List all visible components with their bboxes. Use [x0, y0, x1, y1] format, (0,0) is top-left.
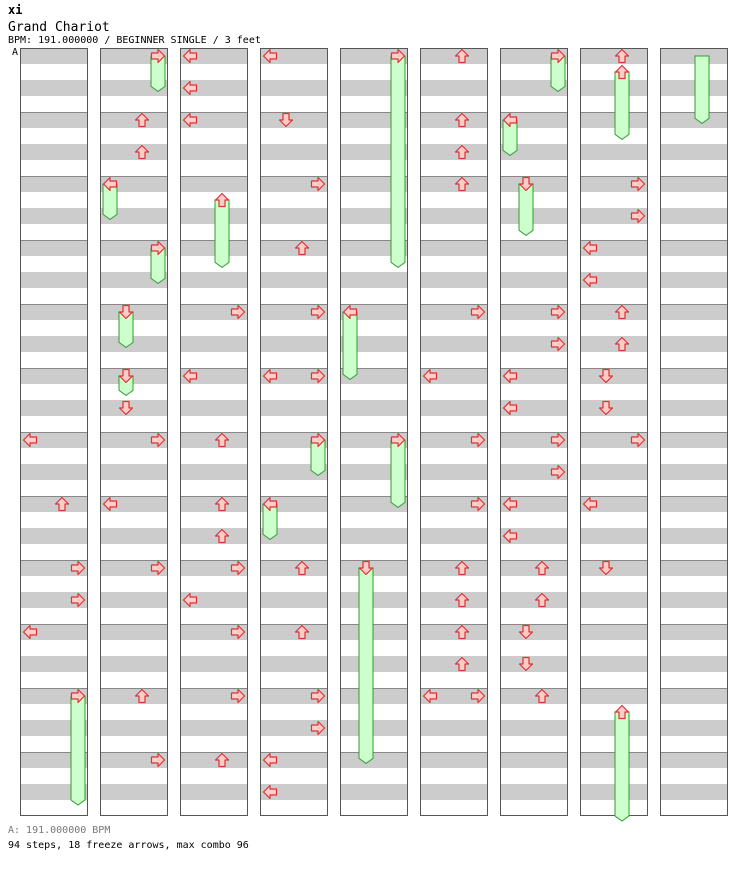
beat-stripe	[20, 272, 88, 288]
beat-stripe	[100, 528, 168, 544]
beat-stripe	[420, 240, 488, 256]
beat-stripe	[20, 400, 88, 416]
beat-stripe	[580, 304, 648, 320]
beat-stripe	[260, 112, 328, 128]
beat-stripe	[100, 368, 168, 384]
beat-stripe	[20, 208, 88, 224]
beat-stripe	[20, 496, 88, 512]
beat-stripe	[580, 144, 648, 160]
beat-stripe	[340, 688, 408, 704]
beat-stripe	[660, 112, 728, 128]
beat-stripe	[180, 464, 248, 480]
bpm-marker-label: A	[12, 47, 19, 58]
beat-stripe	[500, 240, 568, 256]
beat-stripe	[100, 592, 168, 608]
beat-stripe	[420, 464, 488, 480]
beat-stripe	[260, 592, 328, 608]
beat-stripe	[420, 528, 488, 544]
freeze-arrow	[215, 200, 229, 267]
beat-stripe	[420, 336, 488, 352]
beat-stripe	[660, 432, 728, 448]
artist-name: xi	[8, 3, 23, 17]
song-title: Grand Chariot	[8, 20, 110, 35]
beat-stripe	[260, 144, 328, 160]
freeze-arrow	[343, 312, 357, 379]
beat-stripe	[580, 688, 648, 704]
beat-stripe	[660, 144, 728, 160]
beat-stripe	[500, 592, 568, 608]
beat-stripe	[20, 336, 88, 352]
beat-stripe	[20, 304, 88, 320]
chart-column	[100, 48, 168, 816]
beat-stripe	[580, 464, 648, 480]
chart-column	[580, 48, 648, 816]
beat-stripe	[660, 80, 728, 96]
freeze-arrow	[519, 184, 533, 235]
beat-stripe	[420, 560, 488, 576]
beat-stripe	[580, 720, 648, 736]
freeze-arrow	[615, 712, 629, 821]
beat-stripe	[180, 208, 248, 224]
beat-stripe	[260, 208, 328, 224]
beat-stripe	[260, 624, 328, 640]
beat-stripe	[20, 48, 88, 64]
beat-stripe	[500, 624, 568, 640]
beat-stripe	[260, 656, 328, 672]
beat-stripe	[100, 304, 168, 320]
beat-stripe	[580, 624, 648, 640]
beat-stripe	[420, 208, 488, 224]
beat-stripe	[420, 624, 488, 640]
chart-column	[500, 48, 568, 816]
freeze-arrow	[615, 72, 629, 139]
beat-stripe	[260, 272, 328, 288]
beat-stripe	[500, 176, 568, 192]
beat-stripe	[340, 400, 408, 416]
beat-stripe	[580, 752, 648, 768]
beat-stripe	[180, 400, 248, 416]
beat-stripe	[500, 656, 568, 672]
beat-stripe	[660, 240, 728, 256]
beat-stripe	[20, 656, 88, 672]
beat-stripe	[580, 80, 648, 96]
beat-stripe	[420, 144, 488, 160]
beat-stripe	[100, 464, 168, 480]
beat-stripe	[580, 592, 648, 608]
beat-stripe	[580, 112, 648, 128]
beat-stripe	[260, 336, 328, 352]
beat-stripe	[20, 176, 88, 192]
beat-stripe	[500, 784, 568, 800]
beat-stripe	[420, 272, 488, 288]
beat-stripe	[420, 80, 488, 96]
freeze-arrow	[391, 56, 405, 267]
beat-stripe	[660, 176, 728, 192]
beat-stripe	[100, 720, 168, 736]
beat-stripe	[660, 688, 728, 704]
beat-stripe	[100, 624, 168, 640]
beat-stripe	[660, 336, 728, 352]
beat-stripe	[180, 272, 248, 288]
beat-stripe	[100, 400, 168, 416]
beat-stripe	[420, 784, 488, 800]
beat-stripe	[660, 624, 728, 640]
freeze-arrow	[359, 568, 373, 763]
beat-stripe	[100, 144, 168, 160]
beat-stripe	[340, 592, 408, 608]
beat-stripe	[660, 368, 728, 384]
beat-stripe	[180, 240, 248, 256]
beat-stripe	[660, 528, 728, 544]
beat-stripe	[340, 528, 408, 544]
beat-stripe	[580, 400, 648, 416]
beat-stripe	[660, 304, 728, 320]
beat-stripe	[420, 656, 488, 672]
freeze-arrow	[71, 696, 85, 805]
beat-stripe	[580, 656, 648, 672]
beat-stripe	[420, 112, 488, 128]
beat-stripe	[660, 464, 728, 480]
beat-stripe	[660, 400, 728, 416]
beat-stripe	[180, 176, 248, 192]
beat-stripe	[660, 272, 728, 288]
beat-stripe	[660, 752, 728, 768]
beat-stripe	[660, 784, 728, 800]
bpm-legend: A: 191.000000 BPM	[8, 825, 111, 836]
beat-stripe	[20, 144, 88, 160]
beat-stripe	[500, 560, 568, 576]
beat-stripe	[660, 656, 728, 672]
beat-stripe	[180, 752, 248, 768]
beat-stripe	[20, 112, 88, 128]
beat-stripe	[340, 784, 408, 800]
beat-stripe	[20, 80, 88, 96]
beat-stripe	[420, 400, 488, 416]
beat-stripe	[420, 720, 488, 736]
beat-stripe	[660, 48, 728, 64]
beat-stripe	[180, 336, 248, 352]
beat-stripe	[500, 688, 568, 704]
beat-stripe	[500, 752, 568, 768]
beat-stripe	[260, 560, 328, 576]
beat-stripe	[340, 656, 408, 672]
beat-stripe	[20, 464, 88, 480]
beat-stripe	[500, 272, 568, 288]
beat-stripe	[580, 368, 648, 384]
beat-stripe	[660, 592, 728, 608]
beat-stripe	[340, 560, 408, 576]
beat-stripe	[660, 496, 728, 512]
beat-stripe	[580, 784, 648, 800]
beat-stripe	[580, 48, 648, 64]
beat-stripe	[660, 208, 728, 224]
beat-stripe	[580, 560, 648, 576]
beat-stripe	[180, 432, 248, 448]
beat-stripe	[180, 656, 248, 672]
beat-stripe	[180, 528, 248, 544]
beat-stripe	[420, 592, 488, 608]
beat-stripe	[580, 336, 648, 352]
beat-stripe	[340, 720, 408, 736]
beat-stripe	[180, 784, 248, 800]
beat-stripe	[340, 272, 408, 288]
beat-stripe	[100, 784, 168, 800]
chart-info: BPM: 191.000000 / BEGINNER SINGLE / 3 feet	[8, 35, 261, 46]
beat-stripe	[660, 560, 728, 576]
beat-stripe	[260, 80, 328, 96]
beat-stripe	[420, 48, 488, 64]
beat-stripe	[260, 240, 328, 256]
beat-stripe	[420, 752, 488, 768]
beat-stripe	[100, 112, 168, 128]
beat-stripe	[340, 752, 408, 768]
beat-stripe	[660, 720, 728, 736]
beat-stripe	[20, 528, 88, 544]
beat-stripe	[260, 400, 328, 416]
freeze-arrow	[695, 56, 709, 123]
freeze-arrow	[391, 440, 405, 507]
beat-stripe	[420, 176, 488, 192]
chart-column	[660, 48, 728, 816]
beat-stripe	[100, 688, 168, 704]
beat-stripe	[100, 656, 168, 672]
beat-stripe	[180, 496, 248, 512]
beat-stripe	[500, 720, 568, 736]
beat-stripe	[20, 240, 88, 256]
beat-stripe	[180, 144, 248, 160]
beat-stripe	[500, 208, 568, 224]
beat-stripe	[340, 624, 408, 640]
beat-stripe	[100, 336, 168, 352]
beat-stripe	[20, 368, 88, 384]
chart-stats: 94 steps, 18 freeze arrows, max combo 96	[8, 840, 249, 851]
beat-stripe	[180, 720, 248, 736]
beat-stripe	[580, 528, 648, 544]
